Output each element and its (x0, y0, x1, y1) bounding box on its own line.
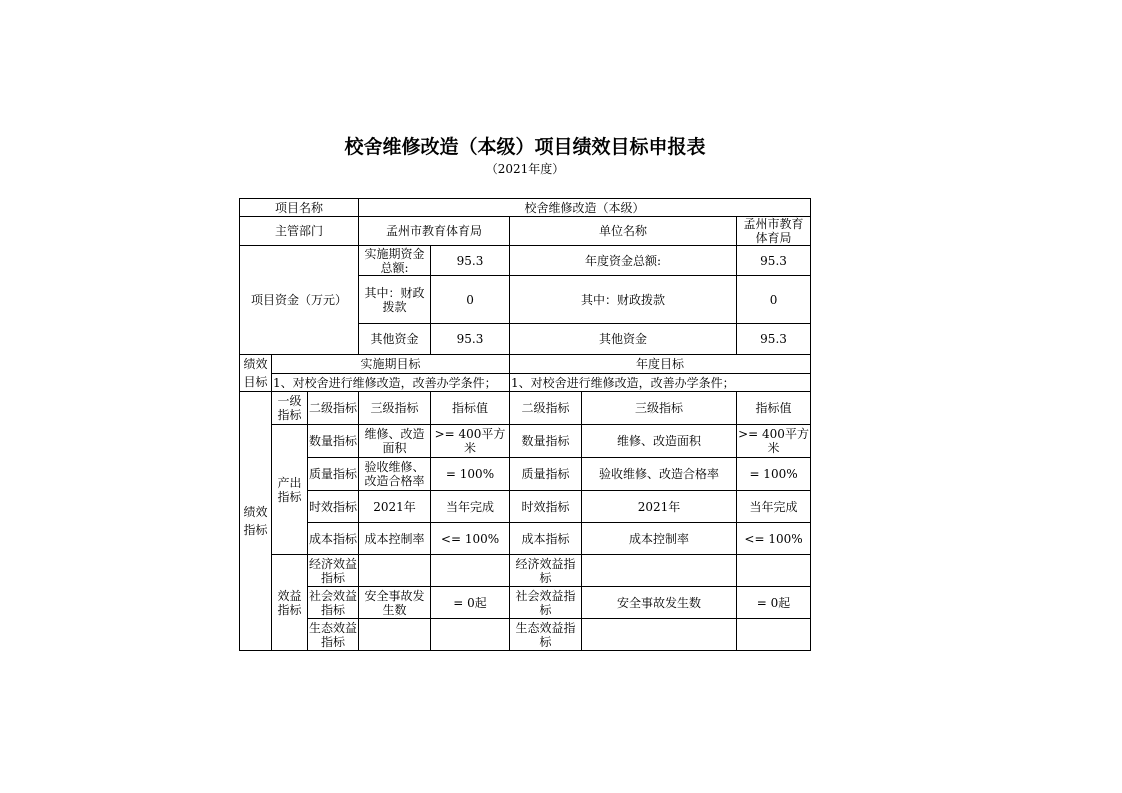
row-level2: 数量指标 (308, 425, 359, 458)
row-level3 (359, 619, 431, 651)
table-row (240, 392, 811, 425)
year-goal-header: 年度目标 (510, 355, 811, 374)
row-level3: 安全事故发生数 (359, 587, 431, 619)
row-year-level3: 验收维修、改造合格率 (582, 458, 737, 491)
dept-value: 孟州市教育体育局 (359, 217, 510, 246)
period-total-label: 实施期资金总额: (359, 246, 431, 276)
year-other-value: 95.3 (737, 324, 811, 355)
row-year-level2: 时效指标 (510, 491, 582, 523)
header-value: 指标值 (431, 392, 510, 425)
period-fiscal-value: 0 (431, 276, 510, 324)
row-year-value: >= 400平方米 (737, 425, 811, 458)
period-other-label: 其他资金 (359, 324, 431, 355)
funds-label (240, 246, 359, 355)
page-title: 校舍维修改造（本级）项目绩效目标申报表 (344, 136, 706, 158)
page-subtitle: （2021年度） (485, 162, 565, 176)
row-year-level2: 质量指标 (510, 458, 582, 491)
table-row (240, 458, 811, 491)
period-other-value: 95.3 (431, 324, 510, 355)
table-row (240, 491, 811, 523)
year-fiscal-value: 0 (737, 276, 811, 324)
header-level1: 一级指标 (272, 392, 308, 425)
period-goal-text: 1、对校舍进行维修改造，改善办学条件； (272, 374, 510, 392)
period-total-value: 95.3 (431, 246, 510, 276)
row-level3: 验收维修、改造合格率 (359, 458, 431, 491)
row-level3: 维修、改造面积 (359, 425, 431, 458)
header-level3: 三级指标 (359, 392, 431, 425)
year-fiscal-label: 其中：财政拨款 (510, 276, 737, 324)
row-year-value (737, 619, 811, 651)
row-level2: 时效指标 (308, 491, 359, 523)
project-name-label: 项目名称 (240, 199, 359, 217)
row-value (431, 555, 510, 587)
dept-label: 主管部门 (240, 217, 359, 246)
benefit-group-label: 效益指标 (272, 555, 308, 651)
row-year-level3: 2021年 (582, 491, 737, 523)
period-goal-header: 实施期目标 (272, 355, 510, 374)
year-total-value: 95.3 (737, 246, 811, 276)
row-year-level2: 生态效益指标 (510, 619, 582, 651)
row-year-level2: 成本指标 (510, 523, 582, 555)
table-row (240, 246, 811, 276)
unit-label: 单位名称 (510, 217, 737, 246)
row-value: >= 400平方米 (431, 425, 510, 458)
table-row (240, 374, 811, 392)
table-row (240, 619, 811, 651)
table-row (240, 555, 811, 587)
table-row (240, 199, 811, 217)
row-year-value (737, 555, 811, 587)
period-fiscal-label: 其中：财政拨款 (359, 276, 431, 324)
year-goal-text: 1、对校舍进行维修改造，改善办学条件； (510, 374, 811, 392)
header-year-value: 指标值 (737, 392, 811, 425)
row-level2: 生态效益指标 (309, 620, 358, 649)
row-year-level2: 社会效益指标 (510, 587, 582, 619)
row-value: = 100% (431, 458, 510, 491)
row-year-level3: 安全事故发生数 (582, 587, 737, 619)
row-year-level2: 数量指标 (510, 425, 582, 458)
funds-label-text: 项目资金（万元） (251, 293, 348, 307)
table-row (240, 217, 811, 246)
table-row (240, 587, 811, 619)
header-level2: 二级指标 (308, 392, 359, 425)
row-level2: 成本指标 (308, 523, 359, 555)
row-year-level3: 成本控制率 (582, 523, 737, 555)
row-year-level3 (582, 619, 737, 651)
row-level3: 成本控制率 (359, 523, 431, 555)
performance-target-table (239, 198, 811, 653)
row-value: 当年完成 (431, 491, 510, 523)
row-level2: 社会效益指标 (309, 588, 358, 617)
row-level3 (359, 555, 431, 587)
row-level3: 2021年 (359, 491, 431, 523)
project-name-value: 校舍维修改造（本级） (359, 199, 811, 217)
row-value: <= 100% (431, 523, 510, 555)
row-value: = 0起 (431, 587, 510, 619)
row-year-level3: 维修、改造面积 (582, 425, 737, 458)
table-row (240, 355, 811, 374)
year-other-label: 其他资金 (510, 324, 737, 355)
header-year-level2: 二级指标 (510, 392, 582, 425)
row-year-value: 当年完成 (737, 491, 811, 523)
row-year-value: = 100% (737, 458, 811, 491)
table-row (240, 425, 811, 458)
year-total-label: 年度资金总额: (510, 246, 737, 276)
row-value (431, 619, 510, 651)
indicators-side-label: 绩效指标 (240, 392, 272, 651)
row-level2: 质量指标 (308, 458, 359, 491)
output-group-label: 产出指标 (272, 425, 308, 555)
row-year-value: <= 100% (737, 523, 811, 555)
goals-side-label: 绩效目标 (240, 355, 272, 392)
header-year-level3: 三级指标 (582, 392, 737, 425)
row-year-level2: 经济效益指标 (510, 555, 582, 587)
unit-value: 孟州市教育体育局 (737, 217, 811, 246)
row-level2: 经济效益指标 (309, 556, 358, 585)
row-year-value: = 0起 (737, 587, 811, 619)
table-row (240, 523, 811, 555)
row-year-level3 (582, 555, 737, 587)
